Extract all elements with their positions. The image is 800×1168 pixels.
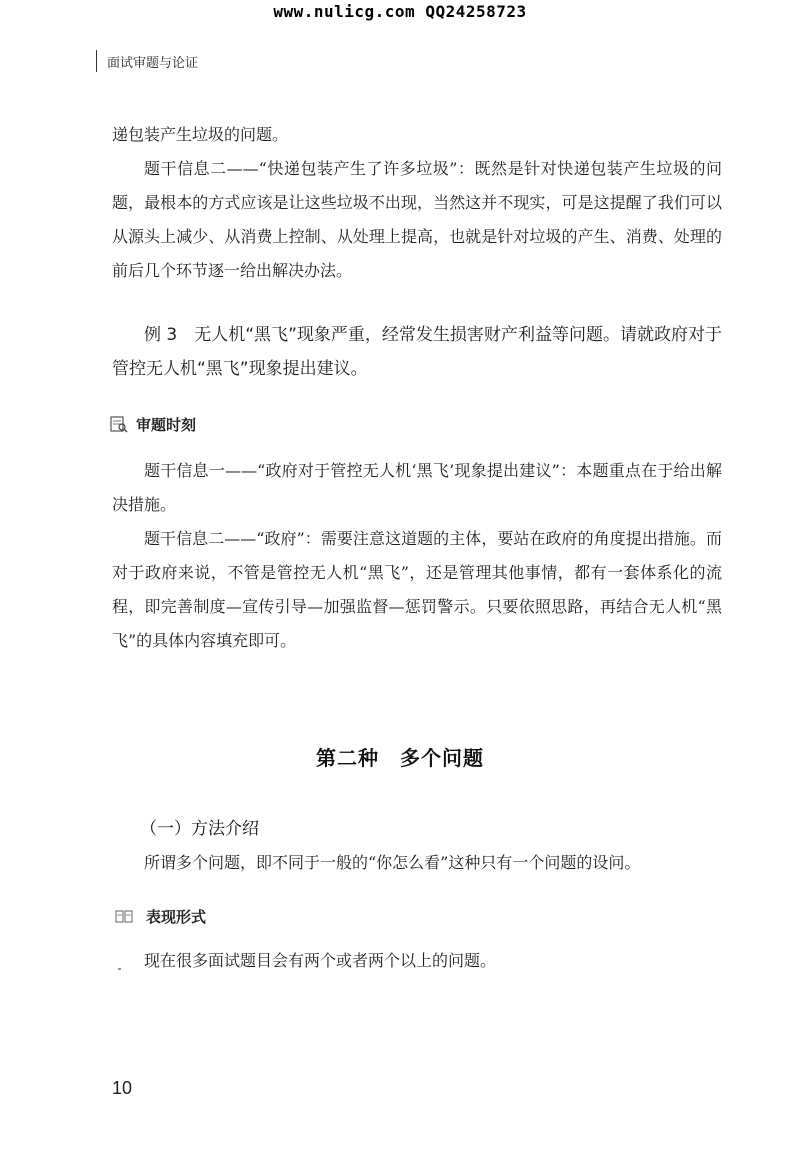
running-head-rule: [96, 50, 97, 72]
form-label: 表现形式: [146, 908, 207, 926]
paragraph-info-two-government: 题干信息二——“政府”：需要注意这道题的主体，要站在政府的角度提出措施。而对于政府来说，不管是管控无人机“黑飞”，还是管理其他事情，都有一套体系化的流程，即完善制度—宣传引导—加强监督—惩罚警示。只要依照思路，再结合无人机“黑飞”的具体内容填充即可。: [112, 529, 722, 650]
form-badge-icon: [110, 908, 138, 926]
review-moment-label: 审题时刻: [136, 416, 197, 434]
paragraph-definition: 所谓多个问题，即不同于一般的“你怎么看”这种只有一个问题的设问。: [144, 853, 641, 872]
paragraph-form-description: 现在很多面试题目会有两个或者两个以上的问题。: [144, 951, 497, 970]
watermark: www.nulicg.com QQ24258723: [273, 2, 527, 21]
form-heading: [110, 906, 206, 927]
magnifier-icon: [110, 416, 128, 434]
paragraph-info-two: 题干信息二——“快递包装产生了许多垃圾”：既然是针对快递包装产生垃圾的问题，最根本的方式应该是让这些垃圾不出现，当然这并不现实，可是这提醒了我们可以从源头上减少、从消费上控制、从处理上提高，也就是针对垃圾的产生、消费、处理的前后几个环节逐一给出解决办法。: [112, 159, 722, 280]
page-number: 10: [112, 1078, 133, 1098]
paragraph-info-one: 题干信息一——“政府对于管控无人机‘黑飞’现象提出建议”：本题重点在于给出解决措施。: [112, 461, 722, 514]
review-moment-heading: [110, 414, 196, 435]
scan-speck: [118, 968, 121, 970]
paragraph-continuation: 递包装产生垃圾的问题。: [112, 125, 289, 144]
running-head: [96, 50, 198, 72]
running-head-text: 面试审题与论证: [107, 55, 199, 71]
example-3-question: 例 3 无人机“黑飞”现象严重，经常发生损害财产利益等问题。请就政府对于管控无人机“黑飞”现象提出建议。: [112, 325, 722, 379]
method-subheading: （一）方法介绍: [140, 819, 259, 839]
section-title: 第二种 多个问题: [316, 746, 484, 770]
